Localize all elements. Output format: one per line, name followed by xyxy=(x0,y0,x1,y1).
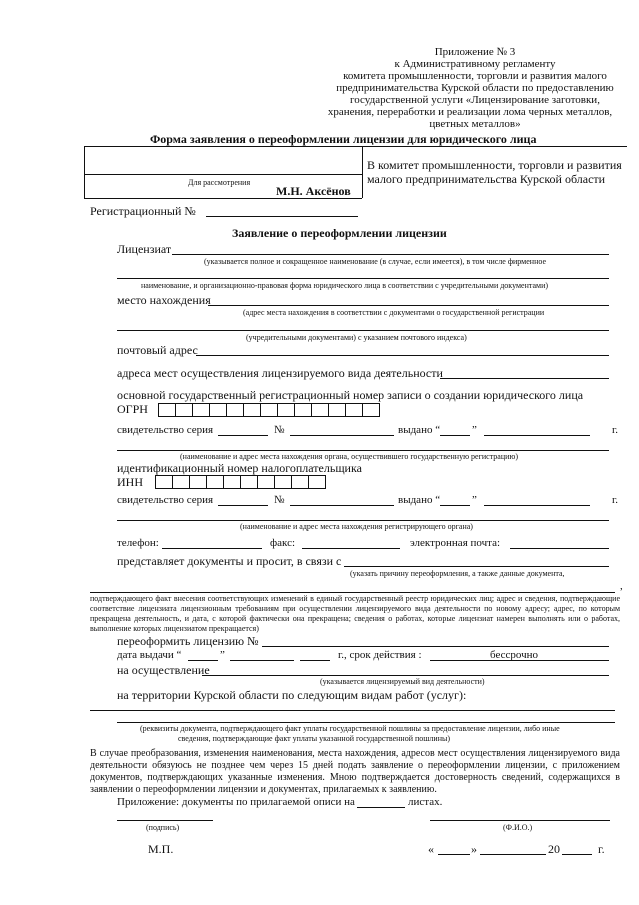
reason-description: подтверждающего факт внесения соответствующих изменений в единый государственный реестр юридических лиц; адрес и сведения, подтверждающие соответствие лицензиата лицензионным требованиям при осуществлении лицензируемого вида деятельности по новому адресу; адрес, по которым прекращена деятельность, и дата, с которой фактически она прекращена; сведения о работах, которые лицензиат намерен выполнять или о работах, выполнение которых лицензиатом прекращается) xyxy=(90,594,620,633)
year-prefix: 20 xyxy=(548,842,560,856)
location-field[interactable] xyxy=(208,305,609,306)
cert1-number-field[interactable] xyxy=(290,435,394,436)
term-label: г., срок действия : xyxy=(338,649,422,661)
inn-cell[interactable] xyxy=(189,475,207,489)
ogrn-cell[interactable] xyxy=(192,403,210,417)
cert2-hint: (наименование и адрес места нахождения регистрирующего органа) xyxy=(240,522,473,531)
licensee-hint-2: наименование, и организационно-правовая форма юридического лица в соответствии с учредительными документами) xyxy=(141,281,549,290)
cert2-organ-field[interactable] xyxy=(117,520,609,521)
reviewer-name: М.Н. Аксёнов xyxy=(276,184,351,198)
appendix-line: комитета промышленности, торговли и развития малого xyxy=(343,70,607,82)
date-close-quote: » xyxy=(471,842,477,856)
ogrn-cell[interactable] xyxy=(294,403,312,417)
appendix-number: Приложение № 3 xyxy=(434,46,516,58)
ogrn-cell[interactable] xyxy=(226,403,244,417)
fax-field[interactable] xyxy=(302,548,400,549)
issue-day-field[interactable] xyxy=(188,660,218,661)
fee-hint-1: (реквизиты документа, подтверждающего факт уплаты государственной пошлины за предоставление лицензии, либо иные xyxy=(140,724,560,733)
obligation-text: В случае преобразования, изменения наименования, места нахождения, адресов мест осуществления лицензируемого вида деятельности обязуюсь не позднее чем через 15 дней подать заявление о переоформлении лицензии, с приложением документов, подтверждающих указанные изменения. Мною подтверждается достоверность сведений, содержащихся в заявлении о переоформлении лицензии и документах, прилагаемых к заявлению. xyxy=(90,748,620,795)
appendix-line: цветных металлов» xyxy=(429,118,521,130)
cert2-number-field[interactable] xyxy=(290,505,394,506)
inn-cell[interactable] xyxy=(240,475,258,489)
date-open-quote: « xyxy=(428,842,434,856)
cert1-series-field[interactable] xyxy=(218,435,268,436)
stamp-label: М.П. xyxy=(148,842,174,856)
appendix-line: государственной услуги «Лицензирование заготовки, xyxy=(350,94,600,106)
inn-cell[interactable] xyxy=(172,475,190,489)
cert2-number-label: № xyxy=(274,494,285,506)
location-hint-2: (учредительными документами) с указанием почтового индекса) xyxy=(246,333,467,342)
inn-cell[interactable] xyxy=(223,475,241,489)
sign-day-field[interactable] xyxy=(438,854,470,855)
ogrn-cell[interactable] xyxy=(362,403,380,417)
cert2-series-label: свидетельство серия xyxy=(117,494,214,506)
sign-month-field[interactable] xyxy=(480,854,546,855)
attachment-sheets-field[interactable] xyxy=(357,807,405,808)
fio-field[interactable] xyxy=(430,820,610,821)
issue-year-field[interactable] xyxy=(300,660,330,661)
reissue-label: переоформить лицензию № xyxy=(117,634,259,648)
fax-label: факс: xyxy=(270,537,296,549)
location-hint: (адрес места нахождения в соответствии с документами о государственной регистрации xyxy=(243,308,545,317)
activity-label: на осуществление xyxy=(117,663,210,677)
inn-cell[interactable] xyxy=(155,475,173,489)
ogrn-cells[interactable] xyxy=(158,403,379,417)
cert1-number-label: № xyxy=(274,424,285,436)
cert1-year-label: г. xyxy=(612,424,619,436)
cert2-issued-label: выдано “ xyxy=(398,494,441,506)
licensee-label: Лицензиат xyxy=(117,242,172,256)
activity-field[interactable] xyxy=(202,675,609,676)
reason-label: представляет документы и просит, в связи с xyxy=(117,554,342,568)
appendix-line: предпринимательства Курской области по предоставлению xyxy=(336,82,614,94)
statement-title: Заявление о переоформлении лицензии xyxy=(232,226,447,240)
term-value: бессрочно xyxy=(490,649,539,661)
ogrn-cell[interactable] xyxy=(277,403,295,417)
year-suffix: г. xyxy=(598,842,605,856)
reason-field[interactable] xyxy=(344,566,609,567)
reg-number-label: Регистрационный № xyxy=(90,204,196,218)
ogrn-cell[interactable] xyxy=(260,403,278,417)
phone-field[interactable] xyxy=(162,548,262,549)
postal-label: почтовый адрес xyxy=(117,343,198,357)
issue-date-label: дата выдачи “ xyxy=(117,649,182,661)
reason-comma: , xyxy=(620,580,623,592)
licensee-field[interactable] xyxy=(172,254,609,255)
phone-label: телефон: xyxy=(117,537,159,549)
ogrn-cell[interactable] xyxy=(311,403,329,417)
ogrn-cell[interactable] xyxy=(345,403,363,417)
cert1-month-field[interactable] xyxy=(484,435,590,436)
cert2-series-field[interactable] xyxy=(218,505,268,506)
ogrn-caption: основной государственный регистрационный номер записи о создании юридического лица xyxy=(117,388,584,402)
ogrn-cell[interactable] xyxy=(243,403,261,417)
attachment-label: Приложение: документы по прилагаемой описи на xyxy=(117,796,355,808)
inn-cell[interactable] xyxy=(274,475,292,489)
appendix-line: к Административному регламенту xyxy=(394,58,556,70)
appendix-line: хранения, переработки и реализации лома черных металлов, xyxy=(327,106,613,118)
attachment-sheets-label: листах. xyxy=(408,796,443,808)
ogrn-cell[interactable] xyxy=(175,403,193,417)
works-field[interactable] xyxy=(90,710,615,711)
license-number-field[interactable] xyxy=(262,646,609,647)
location-label: место нахождения xyxy=(117,293,211,307)
inn-cells[interactable] xyxy=(155,475,325,489)
for-review-label: Для рассмотрения xyxy=(188,178,251,187)
issue-month-field[interactable] xyxy=(230,660,294,661)
postal-field[interactable] xyxy=(196,355,609,356)
cert1-organ-field[interactable] xyxy=(117,450,609,451)
cert1-quote: ” xyxy=(472,424,477,436)
reason-field-2[interactable] xyxy=(90,592,615,593)
sign-year-field[interactable] xyxy=(562,854,592,855)
reg-number-field[interactable] xyxy=(206,216,358,217)
activity-address-label: адреса мест осуществления лицензируемого вида деятельности xyxy=(117,366,443,380)
cert2-month-field[interactable] xyxy=(484,505,590,506)
form-title: Форма заявления о переоформлении лицензии для юридического лица xyxy=(150,132,537,146)
ogrn-label: ОГРН xyxy=(117,402,148,416)
location-field-2[interactable] xyxy=(117,330,609,331)
cert1-series-label: свидетельство серия xyxy=(117,424,214,436)
cert1-issued-label: выдано “ xyxy=(398,424,441,436)
territory-label: на территории Курской области по следующим видам работ (услуг): xyxy=(117,688,467,702)
cert2-year-label: г. xyxy=(612,494,619,506)
signature-field[interactable] xyxy=(117,820,213,821)
inn-cell[interactable] xyxy=(206,475,224,489)
fee-field[interactable] xyxy=(117,722,615,723)
fee-hint-2: сведения, подтверждающие факт уплаты указанной государственной пошлины) xyxy=(178,734,451,743)
ogrn-cell[interactable] xyxy=(328,403,346,417)
email-label: электронная почта: xyxy=(410,537,501,549)
inn-caption: идентификационный номер налогоплательщика xyxy=(117,461,362,475)
ogrn-cell[interactable] xyxy=(209,403,227,417)
activity-hint: (указывается лицензируемый вид деятельности) xyxy=(320,677,485,686)
addressee-line2: малого предпринимательства Курской области xyxy=(367,172,606,186)
inn-label: ИНН xyxy=(117,475,143,489)
cert1-hint: (наименование и адрес места нахождения органа, осуществившего государственную регистрацию) xyxy=(180,452,519,461)
inn-cell[interactable] xyxy=(257,475,275,489)
fio-hint: (Ф.И.О.) xyxy=(503,823,533,832)
addressee-line1: В комитет промышленности, торговли и развития xyxy=(367,158,622,172)
inn-cell[interactable] xyxy=(291,475,309,489)
activity-address-field[interactable] xyxy=(440,378,609,379)
email-field[interactable] xyxy=(510,548,609,549)
ogrn-cell[interactable] xyxy=(158,403,176,417)
reason-hint: (указать причину переоформления, а также данные документа, xyxy=(350,569,565,578)
signature-hint: (подпись) xyxy=(146,823,180,832)
cert1-day-field[interactable] xyxy=(440,435,470,436)
cert2-quote: ” xyxy=(472,494,477,506)
inn-cell[interactable] xyxy=(308,475,326,489)
licensee-hint: (указывается полное и сокращенное наименование (в случае, если имеется), в том числе фирменное xyxy=(204,257,547,266)
cert2-day-field[interactable] xyxy=(440,505,470,506)
issue-date-quote: ” xyxy=(220,649,225,661)
licensee-field-2[interactable] xyxy=(117,278,609,279)
